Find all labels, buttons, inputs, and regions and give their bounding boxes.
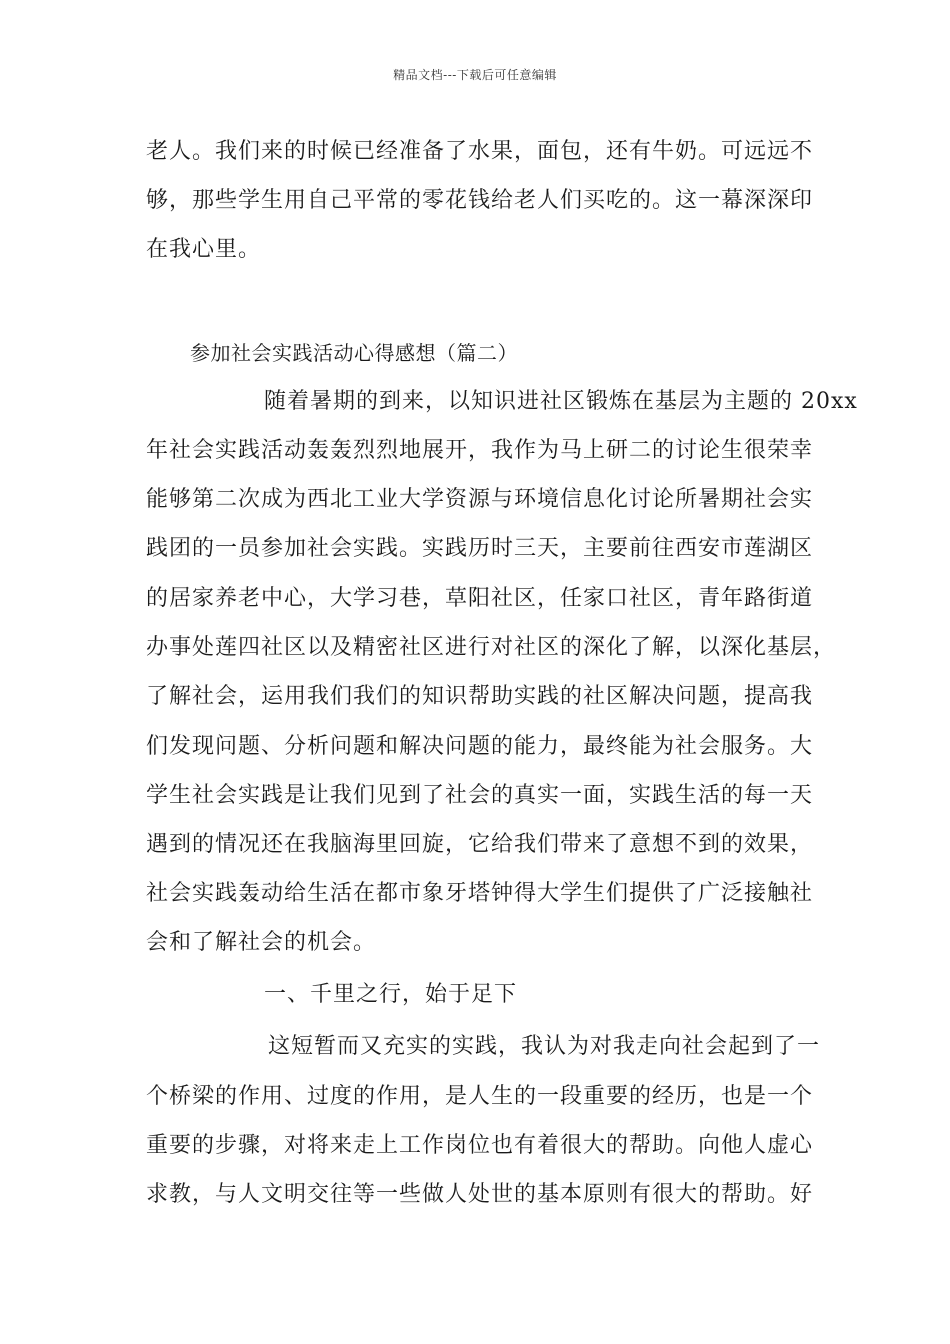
paragraph3-line-2: 个桥梁的作用、过度的作用，是人生的一段重要的经历，也是一个 xyxy=(146,1084,814,1109)
paragraph1-line-3: 在我心里。 xyxy=(146,237,262,262)
paragraph2-line-10: 遇到的情况还在我脑海里回旋，它给我们带来了意想不到的效果， xyxy=(146,832,814,857)
subheading: 一、千里之行，始于足下 xyxy=(264,982,518,1007)
paragraph3-line-3: 重要的步骤，对将来走上工作岗位也有着很大的帮助。向他人虚心 xyxy=(146,1133,814,1158)
paragraph2-line-7: 了解社会，运用我们我们的知识帮助实践的社区解决问题，提高我 xyxy=(146,684,814,709)
paragraph3-line-1: 这短暂而又充实的实践，我认为对我走向社会起到了一 xyxy=(268,1034,821,1059)
paragraph2-line-4: 践团的一员参加社会实践。实践历时三天，主要前往西安市莲湖区 xyxy=(146,536,814,561)
paragraph2-line-1: 随着暑期的到来，以知识进社区锻炼在基层为主题的 20xx xyxy=(264,389,858,414)
paragraph2-line-11: 社会实践轰动给生活在都市象牙塔钟得大学生们提供了广泛接触社 xyxy=(146,881,814,906)
paragraph3-line-4: 求教，与人文明交往等一些做人处世的基本原则有很大的帮助。好 xyxy=(146,1182,814,1207)
page-header: 精品文档---下载后可任意编辑 xyxy=(393,68,557,82)
paragraph1-line-2: 够，那些学生用自己平常的零花钱给老人们买吃的。这一幕深深印 xyxy=(146,188,814,213)
paragraph2-line-9: 学生社会实践是让我们见到了社会的真实一面，实践生活的每一天 xyxy=(146,783,814,808)
paragraph1-line-1: 老人。我们来的时候已经准备了水果，面包，还有牛奶。可远远不 xyxy=(146,139,814,164)
section-title: 参加社会实践活动心得感想（篇二） xyxy=(190,341,518,365)
paragraph2-line-12: 会和了解社会的机会。 xyxy=(146,930,377,955)
paragraph2-line-8: 们发现问题、分析问题和解决问题的能力，最终能为社会服务。大 xyxy=(146,734,814,759)
paragraph2-line-2: 年社会实践活动轰轰烈烈地展开，我作为马上研二的讨论生很荣幸 xyxy=(146,438,814,463)
paragraph2-line-6: 办事处莲四社区以及精密社区进行对社区的深化了解，以深化基层， xyxy=(146,635,837,660)
paragraph2-line-3: 能够第二次成为西北工业大学资源与环境信息化讨论所暑期社会实 xyxy=(146,487,814,512)
paragraph2-line-5: 的居家养老中心，大学习巷，草阳社区，任家口社区，青年路街道 xyxy=(146,586,814,611)
